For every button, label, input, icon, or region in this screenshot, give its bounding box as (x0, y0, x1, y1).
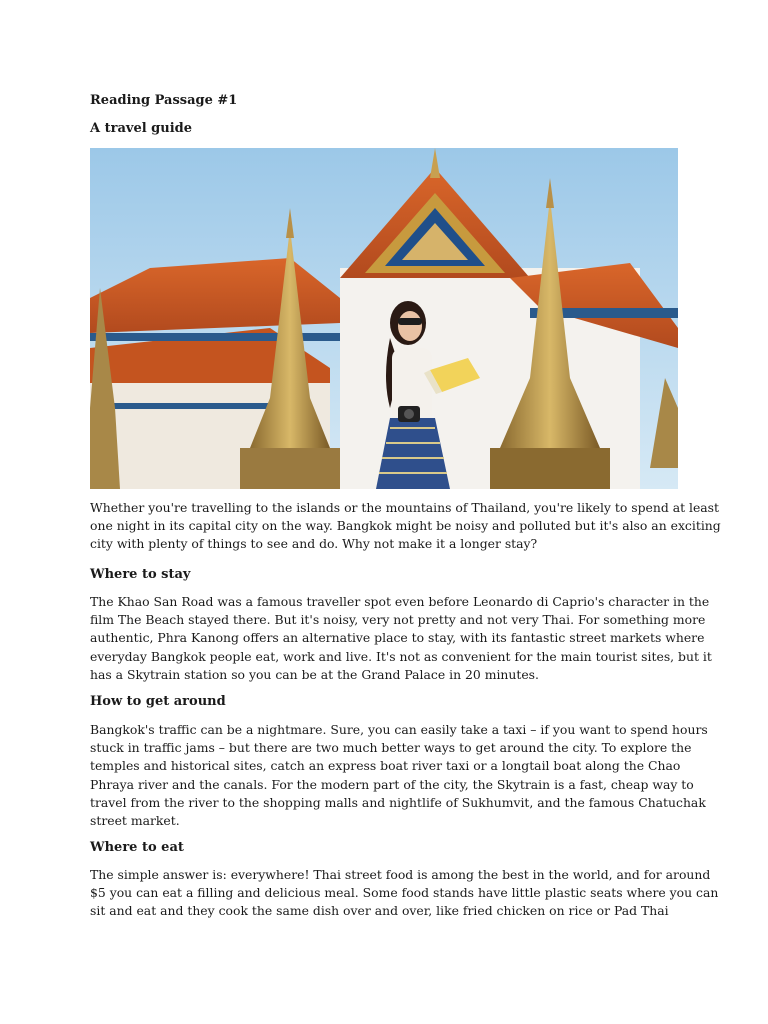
section-heading-where-to-eat: Where to eat (90, 840, 184, 855)
guide-title: A travel guide (90, 121, 193, 136)
passage-title: Reading Passage #1 (90, 93, 238, 108)
intro-paragraph: Whether you're travelling to the islands or the mountains of Thailand, you're likely to spend at least one night in its capital city on the way. Bangkok might be noisy and polluted but it's also an exciting city with plenty of things to see and do. Why not make it a longer stay? (90, 500, 721, 552)
section-paragraph-how-to-get-around: Bangkok's traffic can be a nightmare. Sure, you can easily take a taxi – if you want to spend hours stuck in traffic jams – but there are two much better ways to get around the city. To explore the temples and historical sites, catch an express boat river taxi or a longtail boat along the Chao Phraya river and the canals. For the modern part of the city, the Skytrain is a fast, cheap way to travel from the river to the shopping malls and nightlife of Sukhumvit, and the famous Chatuchak street market. (90, 722, 708, 829)
temple-tourist-photo (90, 148, 678, 489)
section-heading-how-to-get-around: How to get around (90, 694, 226, 709)
section-paragraph-where-to-eat: The simple answer is: everywhere! Thai street food is among the best in the world, and for around $5 you can eat a filling and delicious meal. Some food stands have little plastic seats where you can sit and eat and they cook the same dish over and over, like fried chicken on rice or Pad Thai (90, 867, 719, 919)
section-heading-where-to-stay: Where to stay (90, 567, 191, 582)
section-paragraph-where-to-stay: The Khao San Road was a famous traveller spot even before Leonardo di Caprio's character in the film The Beach stayed there. But it's noisy, very not pretty and not very Thai. For something more authentic, Phra Kanong offers an alternative place to stay, with its fantastic street markets where everyday Bangkok people eat, work and live. It's not as convenient for the main tourist sites, but it has a Skytrain station so you can be at the Grand Palace in 20 minutes. (90, 594, 712, 682)
